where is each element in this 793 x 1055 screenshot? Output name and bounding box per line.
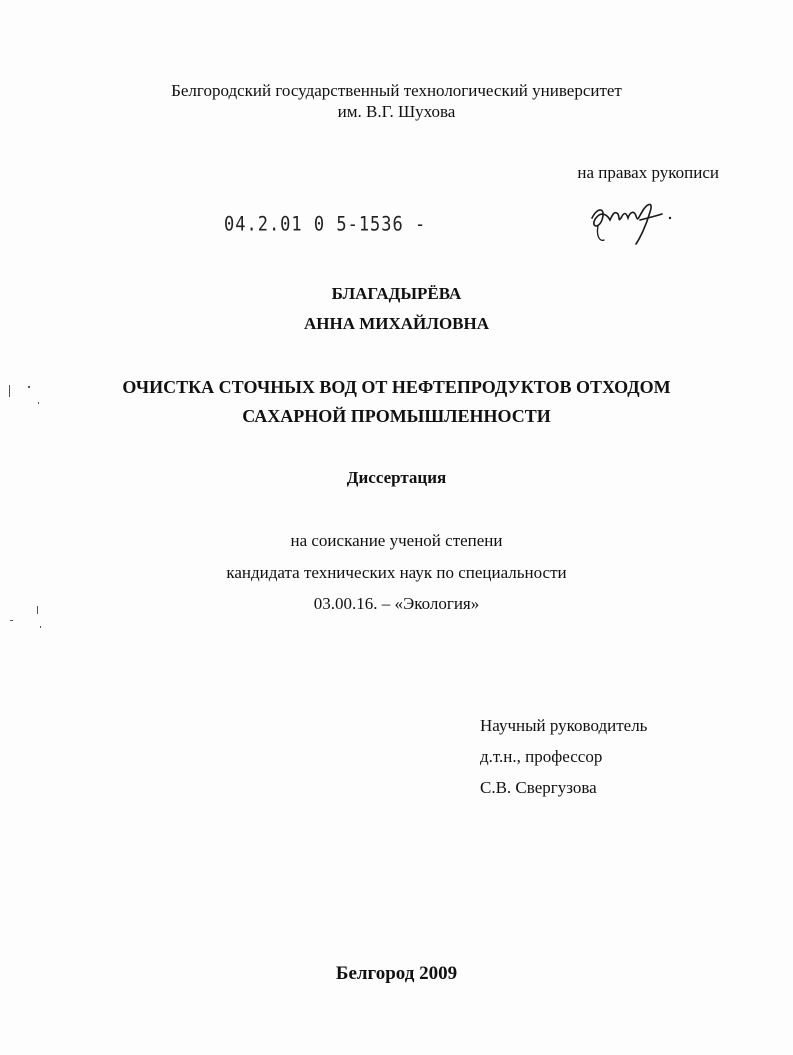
supervisor-name: С.В. Свергузова xyxy=(480,778,597,797)
scan-speck xyxy=(38,402,39,404)
supervisor-role: Научный руководитель xyxy=(480,716,648,735)
document-type: Диссертация xyxy=(346,468,447,487)
archive-stamp-number: 04.2.01 0 5-1536 - xyxy=(224,213,427,236)
supervisor-rank: д.т.н., профессор xyxy=(480,747,603,766)
author-given-names: АННА МИХАЙЛОВНА xyxy=(303,314,490,333)
scan-speck xyxy=(40,626,41,628)
scan-speck xyxy=(9,385,10,397)
author-surname: БЛАГАДЫРЁВА xyxy=(331,284,462,303)
university-named-after: им. В.Г. Шухова xyxy=(337,102,456,121)
thesis-title-line-2: САХАРНОЙ ПРОМЫШЛЕННОСТИ xyxy=(242,406,551,426)
university-name: Белгородский государственный технологический университет xyxy=(171,81,622,100)
manuscript-note: на правах рукописи xyxy=(577,163,719,182)
scan-speck xyxy=(10,620,13,621)
city-year: Белгород 2009 xyxy=(335,963,458,984)
degree-line-1: на соискание ученой степени xyxy=(290,531,503,550)
degree-line-2: кандидата технических наук по специальности xyxy=(226,563,567,582)
thesis-title-line-1: ОЧИСТКА СТОЧНЫХ ВОД ОТ НЕФТЕПРОДУКТОВ ОТХОДОМ xyxy=(122,377,671,397)
degree-specialty: 03.00.16. – «Экология» xyxy=(313,594,480,613)
handwritten-signature-icon xyxy=(588,196,678,248)
scan-speck xyxy=(28,386,30,388)
scan-speck xyxy=(37,606,38,614)
